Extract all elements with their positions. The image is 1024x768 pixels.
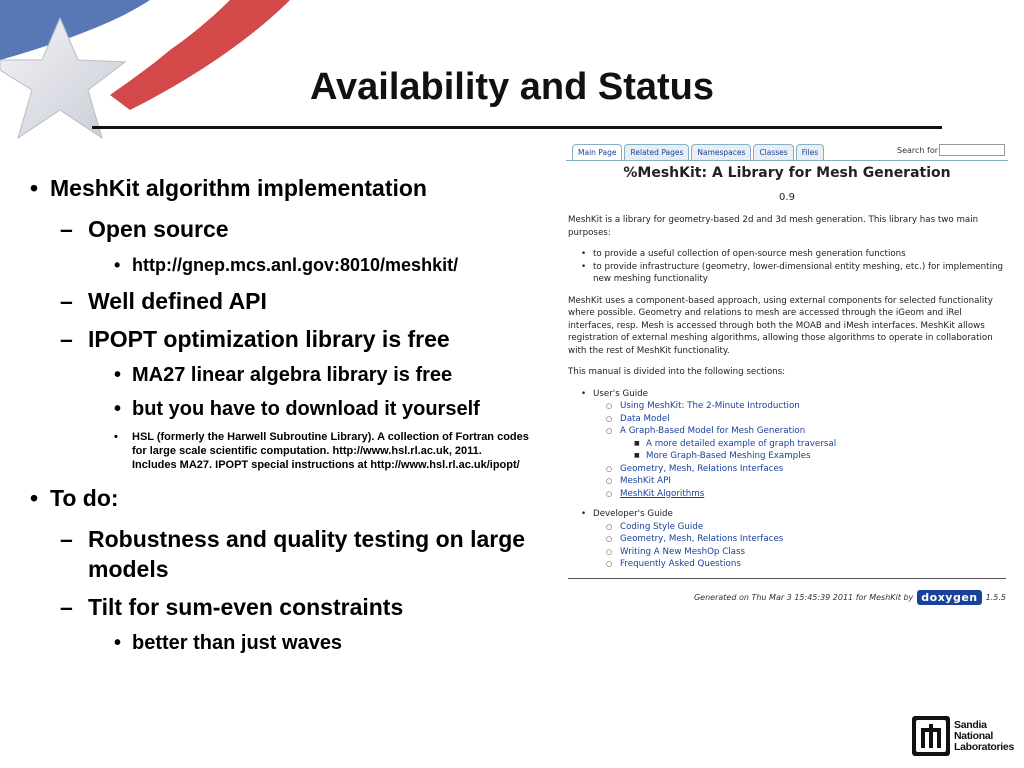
doc-link[interactable]: ○ Using MeshKit: The 2-Minute Introduction	[568, 400, 1006, 413]
bullet-item: • MeshKit algorithm implementation	[28, 174, 558, 202]
doc-sublink[interactable]: ■ More Graph-Based Meshing Examples	[568, 450, 1006, 463]
sub-bullet-item: – Well defined API	[28, 286, 558, 316]
doc-link[interactable]: ○ Geometry, Mesh, Relations Interfaces	[568, 533, 1006, 546]
hsl-note-line: Includes MA27. IPOPT special instructions at http://www.hsl.rl.ac.uk/ipopt/	[132, 459, 520, 471]
doc-version: 0.9	[779, 192, 795, 203]
doc-link[interactable]: ○ A Graph-Based Model for Mesh Generation	[568, 425, 1006, 438]
users-guide-item: • User's Guide	[568, 388, 1006, 401]
sub-bullet-item: – IPOPT optimization library is free	[28, 324, 558, 354]
doc-footer	[694, 590, 1006, 605]
sub-bullet-item: – Tilt for sum-even constraints	[28, 592, 558, 622]
doc-link[interactable]: ○ Frequently Asked Questions	[568, 558, 1006, 571]
doc-link[interactable]: ○ Coding Style Guide	[568, 521, 1006, 534]
tab-underline	[566, 160, 1008, 161]
hsl-note-line: for large scale scientific computation. http://www.hsl.rl.ac.uk, 2011.	[132, 445, 482, 457]
doc-paragraph: MeshKit uses a component-based approach, using external components for selected functionality where possible. Geometry and relations to mesh are accessed through the iGeom and iRel interfaces, resp. Mesh is accessed through both the MOAB and iMesh interfaces. MeshKit allows registration of external meshing algorithms, allowing those algorithms to operate in collaboration with the rest of MeshKit functionality.	[568, 295, 993, 356]
sandia-line: Laboratories	[954, 740, 1014, 753]
doc-body	[568, 214, 1006, 571]
sub-bullet-item: – Robustness and quality testing on large models	[28, 524, 558, 584]
bullet-list	[28, 174, 558, 664]
hsl-note	[28, 430, 558, 472]
doxygen-tabs	[572, 144, 826, 161]
source-url[interactable]: • http://gnep.mcs.anl.gov:8010/meshkit/	[28, 252, 558, 278]
doc-link[interactable]: ○ MeshKit API	[568, 475, 1006, 488]
bullet-item: • To do:	[28, 484, 558, 512]
sub-sub-bullet-item: • better than just waves	[28, 630, 558, 656]
doc-link[interactable]: ○ Writing A New MeshOp Class	[568, 546, 1006, 559]
title-divider	[92, 126, 942, 129]
doc-link[interactable]: ○ Geometry, Mesh, Relations Interfaces	[568, 463, 1006, 476]
doc-title: %MeshKit: A Library for Mesh Generation	[623, 165, 951, 181]
section-list	[568, 388, 1006, 571]
doxygen-screenshot	[566, 140, 1008, 610]
doc-paragraph: This manual is divided into the following sections:	[568, 367, 786, 377]
footer-divider	[568, 578, 1006, 579]
sub-bullet-item: – Open source	[28, 214, 558, 244]
sandia-logo	[912, 716, 1014, 756]
thunderbird-icon	[912, 716, 950, 756]
page-title: Availability and Status	[309, 66, 715, 108]
footer-text: Generated on Thu Mar 3 15:45:39 2011 for MeshKit by	[693, 593, 914, 602]
sub-sub-bullet-item: • MA27 linear algebra library is free	[28, 362, 558, 388]
doc-link[interactable]: ○ Data Model	[568, 413, 1006, 426]
tab-files[interactable]: Files	[796, 144, 824, 160]
sandia-line: Sandia	[954, 718, 987, 731]
sandia-line: National	[954, 729, 994, 742]
sub-sub-bullet-item: • but you have to download it yourself	[28, 396, 558, 422]
tab-classes[interactable]: Classes	[753, 144, 793, 160]
tab-namespaces[interactable]: Namespaces	[691, 144, 751, 160]
doxygen-logo[interactable]: doxygen	[917, 590, 981, 605]
purpose-item: • to provide infrastructure (geometry, lower-dimensional entity meshing, etc.) for implementing new meshing functionality	[568, 261, 1006, 286]
purpose-list	[568, 248, 1006, 286]
hsl-note-line: • HSL (formerly the Harwell Subroutine Library). A collection of Fortran codes	[132, 431, 529, 443]
tab-main-page[interactable]: Main Page	[572, 144, 622, 161]
tab-related-pages[interactable]: Related Pages	[624, 144, 689, 160]
list-spacer	[568, 500, 1006, 508]
purpose-item: • to provide a useful collection of open-source mesh generation functions	[568, 248, 1006, 261]
footer-version: 1.5.5	[985, 593, 1006, 602]
search-input[interactable]	[939, 144, 1005, 156]
doc-link[interactable]: ○ MeshKit Algorithms	[568, 488, 1006, 501]
doc-intro: MeshKit is a library for geometry-based 2d and 3d mesh generation. This library has two main purposes:	[568, 215, 979, 238]
developers-guide-item: • Developer's Guide	[568, 508, 1006, 521]
sandia-wordmark	[954, 720, 1014, 753]
search-label: Search for	[897, 146, 939, 155]
doc-sublink[interactable]: ■ A more detailed example of graph traversal	[568, 438, 1006, 451]
